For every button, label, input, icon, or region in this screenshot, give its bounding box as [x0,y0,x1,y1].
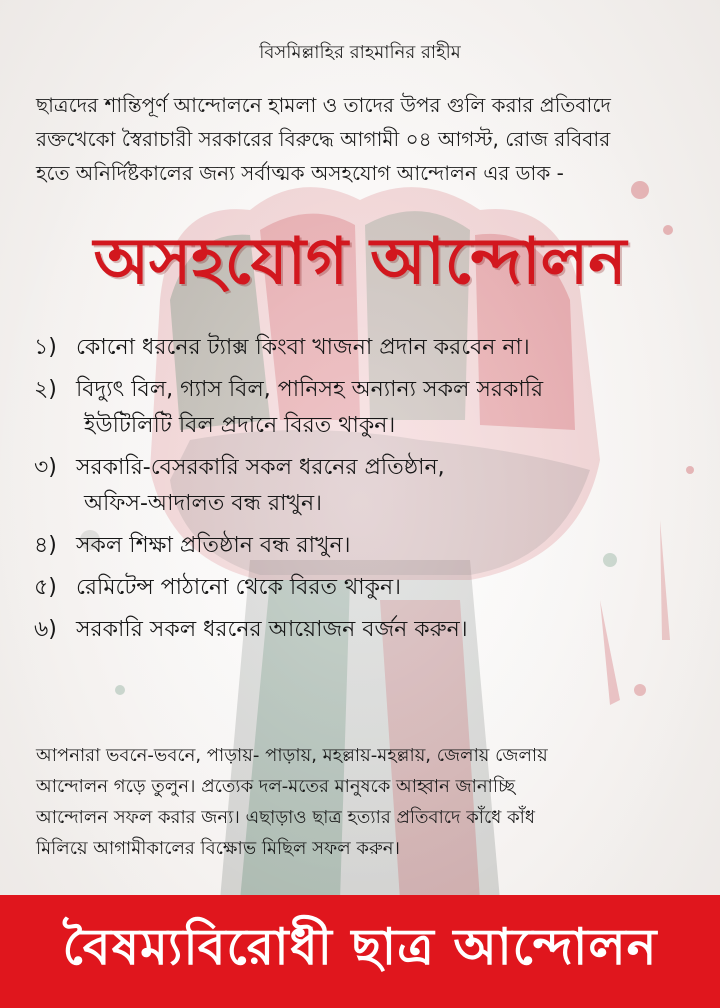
demand-text-continued: অফিস-আদালত বন্ধ রাখুন। [84,491,322,516]
demand-number: ২) [34,377,57,402]
demand-number: ৬) [34,617,57,642]
demand-number: ৪) [34,533,57,558]
demand-item [34,372,694,444]
intro-paragraph [36,88,691,190]
demand-text-continued: ইউটিলিটি বিল প্রদানে বিরত থাকুন। [84,413,396,438]
demand-text: কোনো ধরনের ট্যাক্স কিংবা খাজনা প্রদান করবেন না। [76,335,530,360]
intro-line: হতে অনির্দিষ্টকালের জন্য সর্বাত্মক অসহযোগ আন্দোলন এর ডাক - [36,161,564,185]
closing-line: আপনারা ভবনে-ভবনে, পাড়ায়- পাড়ায়, মহল্লায়-মহল্লায়, জেলায় জেলায় [36,745,548,766]
intro-line: ছাত্রদের শান্তিপূর্ণ আন্দোলনে হামলা ও তাদের উপর গুলি করার প্রতিবাদে [36,93,611,117]
demand-item [34,330,694,366]
organization-name: বৈষম্যবিরোধী ছাত্র আন্দোলন [62,918,658,976]
bismillah-text: বিসমিল্লাহির রাহমানির রাহীম [259,42,461,63]
demand-number: ৫) [34,575,57,600]
demands-list [34,330,694,654]
closing-paragraph [36,740,691,864]
demand-text: রেমিটেন্স পাঠানো থেকে বিরত থাকুন। [76,575,402,600]
closing-line: আন্দোলন গড়ে তুলুন। প্রত্যেক দল-মতের মানুষকে আহ্বান জানাচ্ছি [36,776,516,797]
footer-banner [0,895,720,1008]
demand-item [34,528,694,564]
demand-text: সরকারি-বেসরকারি সকল ধরনের প্রতিষ্ঠান, [76,455,445,480]
demand-text: সরকারি সকল ধরনের আয়োজন বর্জন করুন। [76,617,468,642]
demand-number: ৩) [34,455,57,480]
intro-line: রক্তখেকো স্বৈরাচারী সরকারের বিরুদ্ধে আগামী ০৪ আগস্ট, রোজ রবিবার [36,127,611,151]
demand-text: বিদ্যুৎ বিল, গ্যাস বিল, পানিসহ অন্যান্য সকল সরকারি [76,377,544,402]
demand-number: ১) [34,335,57,360]
demand-item [34,612,694,648]
demand-item [34,570,694,606]
demand-text: সকল শিক্ষা প্রতিষ্ঠান বন্ধ রাখুন। [76,533,351,558]
headline-title: অসহযোগ আন্দোলন [93,225,627,299]
closing-line: আন্দোলন সফল করার জন্য। এছাড়াও ছাত্র হত্যার প্রতিবাদে কাঁধে কাঁধ [36,807,535,828]
closing-line: মিলিয়ে আগামীকালের বিক্ষোভ মিছিল সফল করুন। [36,838,400,859]
demand-item [34,450,694,522]
